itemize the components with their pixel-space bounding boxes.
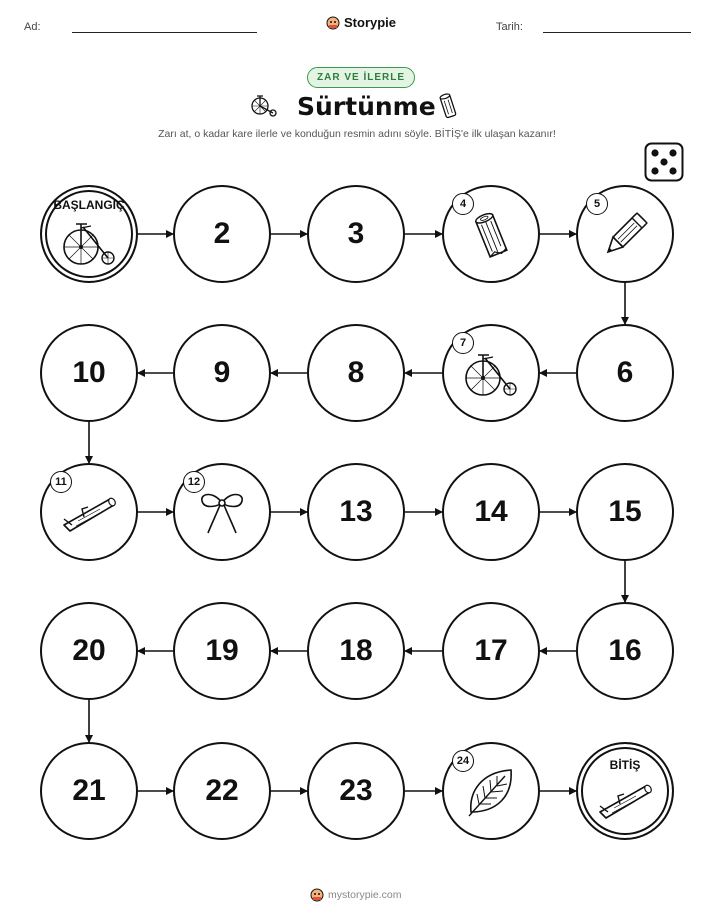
name-label: Ad: xyxy=(24,21,41,33)
cell-number: 16 xyxy=(608,634,642,667)
start-label: BAŞLANGIÇ xyxy=(53,198,125,212)
cell-number: 6 xyxy=(616,356,634,389)
cell-number: 14 xyxy=(474,495,508,528)
stick-icon xyxy=(60,491,118,540)
penny-farthing-bicycle-icon xyxy=(61,219,117,272)
instructions: Zarı at, o kadar kare ilerle ve konduğun resmin adını söyle. BİTİŞ'e ilk ulaşan kazanır! xyxy=(158,128,556,140)
cell-number-badge: 7 xyxy=(452,332,474,354)
cell-number-badge: 12 xyxy=(183,471,205,493)
cell-number: 17 xyxy=(474,634,508,667)
board-cell xyxy=(576,602,674,700)
cell-number: 18 xyxy=(339,634,373,667)
penny-farthing-bicycle-icon xyxy=(463,350,519,403)
board-cell xyxy=(442,185,540,283)
cell-number: 21 xyxy=(72,774,106,807)
cell-number-badge: 4 xyxy=(452,193,474,215)
board-cell xyxy=(40,324,138,422)
cell-number: 9 xyxy=(213,356,231,389)
cell-number: 13 xyxy=(339,495,373,528)
start-cell xyxy=(40,185,138,283)
activity-badge: ZAR VE İLERLE xyxy=(307,67,415,88)
cell-number: 20 xyxy=(72,634,106,667)
cell-number: 2 xyxy=(213,217,231,250)
brand-name: Storypie xyxy=(344,15,397,30)
date-label: Tarih: xyxy=(496,21,523,33)
page-title: Sürtünme xyxy=(297,92,436,121)
finish-cell xyxy=(576,742,674,840)
wood-log-icon xyxy=(470,209,512,266)
cell-number-badge: 5 xyxy=(586,193,608,215)
mascot-icon xyxy=(310,888,324,902)
board-cell xyxy=(173,602,271,700)
board-cell xyxy=(173,324,271,422)
board-cell xyxy=(442,463,540,561)
board-cell xyxy=(40,742,138,840)
board-cell xyxy=(307,602,405,700)
leaf-icon xyxy=(465,766,517,823)
cell-number: 3 xyxy=(347,217,365,250)
cell-number: 22 xyxy=(205,774,239,807)
board-cell xyxy=(173,463,271,561)
board-cell xyxy=(307,463,405,561)
cell-number: 15 xyxy=(608,495,642,528)
finish-label: BİTİŞ xyxy=(609,758,641,772)
bow-icon xyxy=(196,489,248,542)
stick-icon xyxy=(596,778,654,827)
board-cell xyxy=(40,602,138,700)
footer-url: mystorypie.com xyxy=(328,889,402,901)
board-cell xyxy=(173,742,271,840)
board-cell xyxy=(173,185,271,283)
cell-number: 8 xyxy=(347,356,365,389)
board-cell xyxy=(442,324,540,422)
board-cell xyxy=(442,742,540,840)
cell-number-badge: 11 xyxy=(50,471,72,493)
footer xyxy=(310,888,402,902)
cell-number: 19 xyxy=(205,634,239,667)
cell-number: 10 xyxy=(72,356,106,389)
board-cell xyxy=(307,324,405,422)
pencil-icon xyxy=(599,209,651,266)
board-cell xyxy=(576,463,674,561)
board-cell xyxy=(307,742,405,840)
board-cell xyxy=(576,324,674,422)
cell-number-badge: 24 xyxy=(452,750,474,772)
board-cell xyxy=(307,185,405,283)
board-cell xyxy=(576,185,674,283)
cell-number: 23 xyxy=(339,774,373,807)
board-cell xyxy=(442,602,540,700)
board-cell xyxy=(40,463,138,561)
